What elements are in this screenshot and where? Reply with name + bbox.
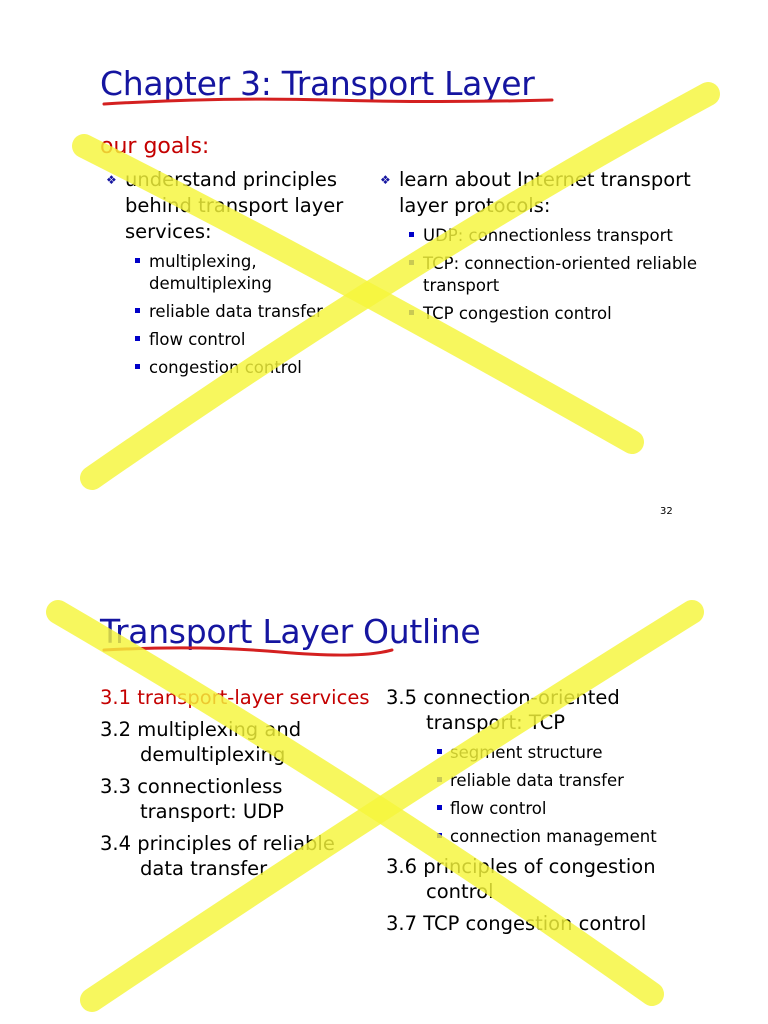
sub-bullet-item — [378, 225, 698, 247]
square-bullet-icon — [135, 336, 140, 341]
square-bullet-icon — [135, 308, 140, 313]
outline-sub-text: segment structure — [450, 743, 603, 762]
diamond-bullet-icon: ❖ — [106, 173, 117, 187]
bullet-text: learn about Internet transport layer protocols: — [399, 168, 691, 217]
page-number: 32 — [660, 506, 673, 517]
outline-sub-item — [386, 826, 716, 848]
outline-item: 3.2 multiplexing and demultiplexing — [100, 718, 302, 766]
outline-sub-item — [386, 770, 716, 792]
outline-sub-text: reliable data transfer — [450, 771, 624, 790]
sub-bullet-item — [378, 303, 698, 325]
square-bullet-icon — [437, 805, 442, 810]
sub-bullet-item — [104, 357, 374, 379]
outline-sub-text: flow control — [450, 799, 547, 818]
outline-sub-item — [386, 798, 716, 820]
outline-right-column — [386, 685, 716, 943]
outline-item-current: 3.1 transport-layer services — [100, 686, 370, 709]
square-bullet-icon — [437, 749, 442, 754]
goals-left-column — [104, 167, 374, 379]
sub-bullet-item — [104, 251, 374, 295]
outline-sub-item — [386, 742, 716, 764]
sub-bullet-text: congestion control — [149, 358, 302, 377]
slide-title: Chapter 3: Transport Layer — [100, 64, 535, 103]
square-bullet-icon — [409, 310, 414, 315]
square-bullet-icon — [409, 232, 414, 237]
outline-item: 3.3 connectionless transport: UDP — [100, 775, 284, 823]
slide-outline — [0, 540, 768, 1024]
diamond-bullet-icon: ❖ — [380, 173, 391, 187]
sub-bullet-text: multiplexing, demultiplexing — [149, 252, 272, 293]
goals-heading: our goals: — [100, 134, 210, 159]
sub-bullet-list — [378, 225, 698, 325]
square-bullet-icon — [437, 777, 442, 782]
outline-item: 3.6 principles of congestion control — [386, 855, 656, 903]
sub-bullet-list — [104, 251, 374, 379]
sub-bullet-text: UDP: connectionless transport — [423, 226, 673, 245]
sub-bullet-item — [104, 329, 374, 351]
bullet-item — [104, 167, 374, 245]
square-bullet-icon — [135, 258, 140, 263]
sub-bullet-text: TCP: connection-oriented reliable transport — [423, 254, 698, 295]
slide-title: Transport Layer Outline — [100, 612, 481, 651]
square-bullet-icon — [409, 260, 414, 265]
sub-bullet-text: TCP congestion control — [423, 304, 612, 323]
bullet-item — [378, 167, 698, 219]
square-bullet-icon — [135, 364, 140, 369]
sub-bullet-text: reliable data transfer — [149, 302, 323, 321]
bullet-text: understand principles behind transport layer services: — [125, 168, 344, 243]
outline-left-column — [100, 685, 370, 888]
sub-bullet-item — [104, 301, 374, 323]
outline-sub-text: connection management — [450, 827, 657, 846]
sub-bullet-text: flow control — [149, 330, 246, 349]
square-bullet-icon — [437, 833, 442, 838]
outline-item: 3.7 TCP congestion control — [386, 912, 647, 935]
outline-item: 3.5 connection-oriented transport: TCP — [386, 686, 620, 734]
outline-item: 3.4 principles of reliable data transfer — [100, 832, 335, 880]
goals-right-column — [378, 167, 698, 325]
sub-bullet-item — [378, 253, 698, 297]
